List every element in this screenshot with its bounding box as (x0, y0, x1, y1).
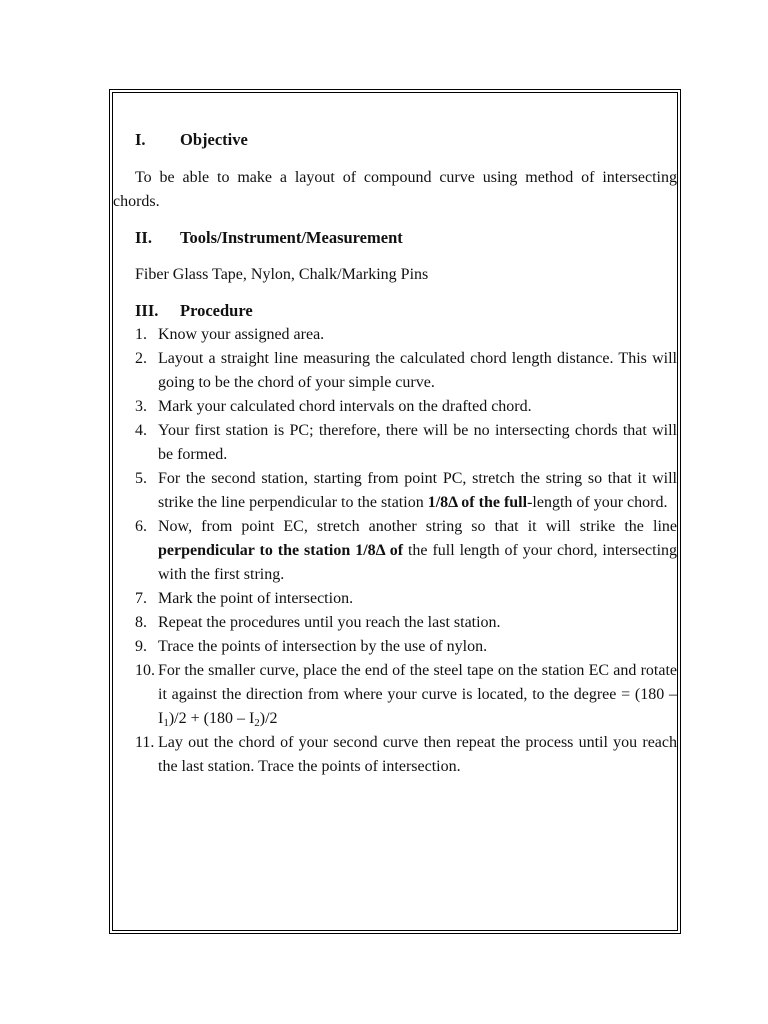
section-title: Procedure (180, 301, 253, 320)
step-text-part: For the smaller curve, place the end of the steel tape on the station EC and rotate it against the direction from where your curve is located, to the degree = (180 – I (158, 662, 677, 727)
step-number: 9. (135, 638, 147, 655)
step-text-part: For the second station, starting from point PC, stretch the string so that it will strike the line perpendicular to the station (158, 470, 677, 511)
step-text: Mark the point of intersection. (158, 590, 354, 607)
step-text-bold: perpendicular to the station 1/8Δ of (158, 542, 404, 559)
step-number: 6. (135, 518, 147, 535)
step-text (158, 659, 677, 731)
step-number: 7. (135, 590, 147, 607)
step-number: 8. (135, 614, 147, 631)
section-number: II. (135, 228, 152, 247)
step-text: Lay out the chord of your second curve then repeat the process until you reach the last station. Trace the points of intersection. (158, 734, 677, 775)
step-number: 4. (135, 422, 147, 439)
step-number: 3. (135, 398, 147, 415)
step-number: 10. (135, 662, 155, 679)
list-item (113, 515, 677, 587)
step-number: 1. (135, 326, 147, 343)
step-text: Know your assigned area. (158, 326, 325, 343)
list-item (113, 419, 677, 467)
step-number: 11. (135, 734, 155, 751)
section-title: Tools/Instrument/Measurement (180, 228, 403, 247)
section-number: III. (135, 301, 159, 320)
list-item (113, 467, 677, 515)
step-text: Trace the points of intersection by the use of nylon. (158, 638, 488, 655)
step-text (158, 515, 677, 587)
list-item (113, 395, 677, 419)
tools-heading (113, 226, 677, 250)
section-number: I. (135, 130, 146, 149)
step-text: Repeat the procedures until you reach the last station. (158, 614, 501, 631)
list-item (113, 611, 677, 635)
tools-text: Fiber Glass Tape, Nylon, Chalk/Marking Pins (135, 266, 429, 283)
step-text-part: -length of your chord. (527, 494, 668, 511)
step-text-part: the full length of your chord, intersecting with the first string. (158, 542, 678, 583)
procedure-heading (113, 299, 677, 323)
procedure-list (113, 323, 677, 779)
step-text: Mark your calculated chord intervals on the drafted chord. (158, 398, 532, 415)
list-item (113, 587, 677, 611)
step-text-bold: 1/8Δ of the full (427, 494, 528, 511)
step-number: 5. (135, 470, 147, 487)
step-text-part: Now, from point EC, stretch another string so that it will strike the line (158, 518, 677, 535)
subscript: 2 (254, 717, 260, 729)
document-content (113, 92, 677, 779)
list-item (113, 635, 677, 659)
list-item (113, 731, 677, 779)
list-item (113, 323, 677, 347)
list-item (113, 659, 677, 731)
list-item (113, 347, 677, 395)
step-number: 2. (135, 350, 147, 367)
step-text: Layout a straight line measuring the calculated chord length distance. This will going to be the chord of your simple curve. (158, 350, 677, 391)
objective-heading (113, 128, 677, 152)
step-text-part: )/2 (259, 710, 278, 727)
objective-text: To be able to make a layout of compound curve using method of intersecting chords. (113, 169, 677, 210)
section-title: Objective (180, 130, 248, 149)
step-text: Your first station is PC; therefore, there will be no intersecting chords that will be formed. (158, 422, 677, 463)
step-text (158, 467, 677, 515)
step-text-part: )/2 + (180 – I (168, 710, 255, 727)
subscript: 1 (163, 717, 169, 729)
